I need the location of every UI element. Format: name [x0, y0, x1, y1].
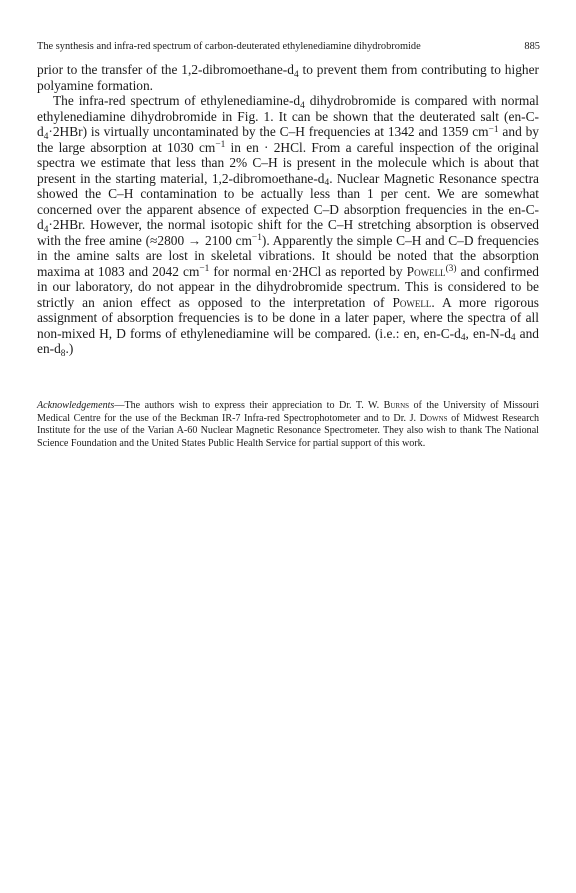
acknowledgements-label: Acknowledgements — [37, 400, 115, 411]
running-header — [37, 40, 540, 54]
paragraph-infrared-spectrum: The infra-red spectrum of ethylenediamine-$d_4$ dihydrobromide is compared with normal ethylenediamine dihydrobromide in Fig. 1. It can be shown that the deuterated salt $(en-C-d_4\cdot 2HBr)$ is virtually uncontaminated by the C–H frequencies at 1342 and 1359 $cm^{-1}$ and by the large absorption at 1030 $cm^{-1}$ in en · 2HCl. From a careful inspection of the original spectra we estimate that less than 2% C–H is present in the molecule which is about that present in the starting material, $1,2-dibromoethane-d_4$. Nuclear Magnetic Resonance spectra showed the C–H contamination to be actually less than 1 per cent. We are somewhat concerned over the apparent absence of expected C–D absorption frequencies in the $en-C-d_4\cdot 2HBr$. However, the normal isotopic shift for the C–H stretching absorption is observed with the free amine (≈2800 → 2100 $cm^{-1}$). Apparently the simple C–H and C–D frequencies in the amine salts are lost in skeletal vibrations. It should be noted that the absorption maxima at 1083 and 2042 $cm^{-1}$ for normal en·2HCl as reported by Powell$^{(3)}$ and confirmed in our laboratory, do not appear in the dihydrobromide spectrum. This is considered to be strictly an anion effect as opposed to the interpretation of Powell. A more rigorous assignment of absorption frequencies is to be done in a later paper, where the spectra of all non-mixed H, D forms of ethylenediamine will be compared. (i.e.: en, $en-C-d_4$, $en-N-d_4$ and $en-d_8$.) — [37, 93, 540, 359]
author-citation: Powell — [392, 294, 432, 310]
author-citation: Powell — [406, 263, 446, 279]
person-name: Burns — [383, 400, 410, 411]
running-title: The synthesis and infra-red spectrum of carbon-deuterated ethylenediamine dihydrobromide — [37, 41, 421, 52]
reference-marker: (3) — [445, 264, 457, 275]
page-number: 885 — [524, 41, 540, 52]
person-name: Downs — [419, 412, 448, 424]
acknowledgements: Acknowledgements—The authors wish to express their appreciation to Dr. T. W. Burns of the University of Missouri Medical Centre for the use of the Beckman IR-7 Infra-red Spectrophotometer and to Dr. J. Downs of Midwest Research Institute for the use of the Varian A-60 Nuclear Magnetic Resonance Spectrometer. They also wish to thank The National Science Foundation and the United States Public Health Service for partial support of this work. — [37, 400, 539, 449]
paragraph-continued: prior to the transfer of the $1,2-dibromoethane-d_4$ to prevent them from contributing to higher polyamine formation. — [37, 62, 540, 93]
body-text — [37, 62, 539, 357]
